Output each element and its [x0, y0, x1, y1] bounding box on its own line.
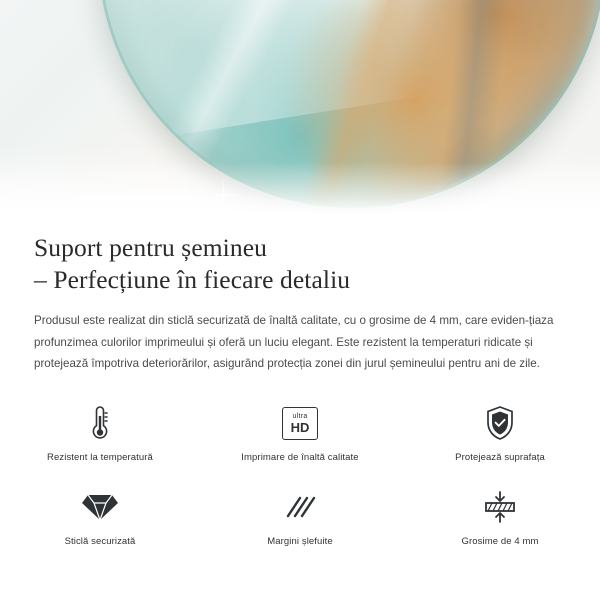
headline-line-1: Suport pentru șemineu — [34, 233, 267, 262]
feature-item-temperature — [0, 402, 200, 474]
ultra-hd-icon — [282, 402, 318, 444]
feature-label: Grosime de 4 mm — [461, 536, 539, 547]
diamond-icon — [81, 486, 119, 528]
feature-label: Imprimare de înaltă calitate — [241, 452, 359, 463]
shield-check-icon — [483, 402, 517, 444]
headline-line-2: – Perfecțiune în fiecare detaliu — [34, 265, 351, 294]
hero-image — [0, 0, 600, 222]
thermometer-icon — [89, 402, 111, 444]
feature-grid — [0, 402, 600, 558]
feature-label: Protejează suprafața — [455, 452, 545, 463]
ultra-hd-badge-bottom: HD — [290, 419, 310, 435]
description-paragraph: Produsul este realizat din sticlă securizată de înaltă calitate, cu o grosime de 4 mm, care eviden-țiaza profunzimea culorilor imprimeului și oferă un luciu elegant. Este rezistent la temperaturi ridicate și protejează împotriva deteriorărilor, asigurând protecția zonei din jurul șemineului pentru ani de zile. — [34, 314, 554, 370]
feature-label: Rezistent la temperatură — [47, 452, 153, 463]
feature-item-thickness — [400, 486, 600, 558]
feature-item-polished-edges — [200, 486, 400, 558]
polished-edges-icon — [282, 486, 318, 528]
feature-item-tempered-glass — [0, 486, 200, 558]
hero-bottom-fade — [0, 162, 600, 222]
page-title — [0, 222, 600, 296]
feature-item-surface-protection — [400, 402, 600, 474]
feature-label: Margini șlefuite — [267, 536, 333, 547]
feature-item-print-quality — [200, 402, 400, 474]
content-block — [0, 222, 600, 375]
feature-label: Sticlă securizată — [64, 536, 136, 547]
thickness-4mm-icon — [481, 486, 519, 528]
ultra-hd-badge-top: ultra — [292, 412, 308, 420]
